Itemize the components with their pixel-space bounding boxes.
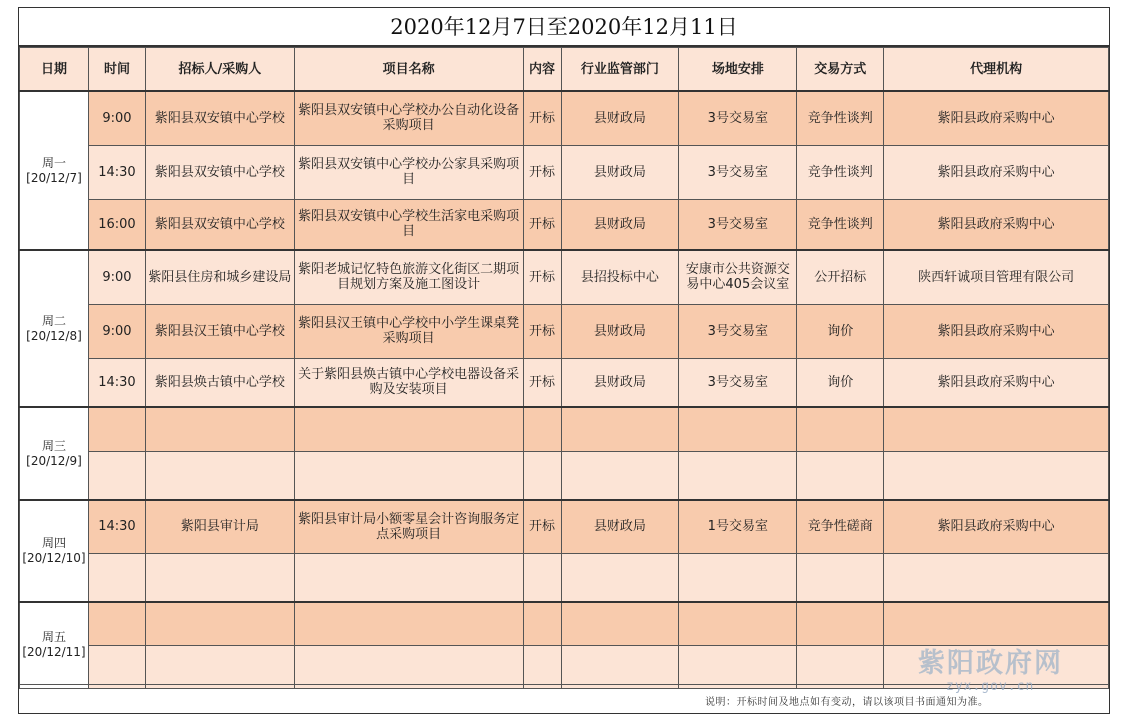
time-cell	[88, 451, 145, 500]
agent-cell: 陕西轩诚项目管理有限公司	[884, 250, 1109, 304]
method-cell: 竞争性磋商	[797, 500, 884, 553]
agent-cell: 紫阳县政府采购中心	[884, 304, 1109, 358]
method-cell	[797, 645, 884, 688]
table-row	[20, 451, 1109, 500]
content-cell	[523, 602, 561, 645]
header-buyer: 招标人/采购人	[145, 48, 294, 92]
dept-cell	[561, 407, 679, 451]
content-cell	[523, 407, 561, 451]
day-date: [20/12/9]	[26, 453, 82, 468]
schedule-sheet	[18, 7, 1110, 714]
time-cell	[88, 553, 145, 602]
table-row	[20, 553, 1109, 602]
day-date: [20/12/11]	[22, 645, 86, 660]
agent-cell: 紫阳县政府采购中心	[884, 358, 1109, 407]
footnote: 说明：开标时间及地点如有变动，请以该项目书面通知为准。	[705, 697, 989, 708]
day-cell	[20, 500, 89, 602]
buyer-cell: 紫阳县双安镇中心学校	[145, 91, 294, 145]
time-cell: 14:30	[88, 358, 145, 407]
time-cell: 9:00	[88, 91, 145, 145]
method-cell	[797, 407, 884, 451]
watermark-logo-text: 紫阳政府网	[918, 648, 1063, 679]
venue-cell	[679, 602, 797, 645]
header-content: 内容	[523, 48, 561, 92]
time-cell: 14:30	[88, 500, 145, 553]
day-date: [20/12/8]	[26, 328, 82, 343]
content-cell: 开标	[523, 145, 561, 199]
venue-cell: 3号交易室	[679, 91, 797, 145]
content-cell: 开标	[523, 500, 561, 553]
buyer-cell	[145, 645, 294, 688]
method-cell: 竞争性谈判	[797, 91, 884, 145]
day-cell	[20, 407, 89, 500]
venue-cell: 安康市公共资源交易中心405会议室	[679, 250, 797, 304]
day-cell	[20, 91, 89, 250]
schedule-table	[19, 47, 1109, 689]
day-cell	[20, 250, 89, 407]
venue-cell	[679, 407, 797, 451]
time-cell: 14:30	[88, 145, 145, 199]
time-cell	[88, 602, 145, 645]
method-cell: 竞争性谈判	[797, 199, 884, 250]
content-cell: 开标	[523, 304, 561, 358]
table-row	[20, 250, 1109, 304]
venue-cell: 3号交易室	[679, 199, 797, 250]
dept-cell: 县招投标中心	[561, 250, 679, 304]
project-cell: 紫阳老城记忆特色旅游文化街区二期项目规划方案及施工图设计	[294, 250, 523, 304]
table-row	[20, 407, 1109, 451]
time-cell: 9:00	[88, 250, 145, 304]
dept-cell: 县财政局	[561, 199, 679, 250]
method-cell: 竞争性谈判	[797, 145, 884, 199]
table-row	[20, 145, 1109, 199]
dept-cell	[561, 553, 679, 602]
dept-cell: 县财政局	[561, 304, 679, 358]
venue-cell: 3号交易室	[679, 358, 797, 407]
content-cell	[523, 553, 561, 602]
content-cell: 开标	[523, 250, 561, 304]
day-name: 周四	[41, 536, 66, 550]
content-cell	[523, 645, 561, 688]
buyer-cell	[145, 407, 294, 451]
agent-cell	[884, 602, 1109, 645]
dept-cell	[561, 451, 679, 500]
venue-cell	[679, 451, 797, 500]
content-cell: 开标	[523, 358, 561, 407]
day-name: 周五	[41, 630, 66, 645]
method-cell: 询价	[797, 304, 884, 358]
project-cell	[294, 553, 523, 602]
buyer-cell: 紫阳县焕古镇中心学校	[145, 358, 294, 407]
agent-cell	[884, 451, 1109, 500]
content-cell: 开标	[523, 91, 561, 145]
header-project: 项目名称	[294, 48, 523, 92]
dept-cell: 县财政局	[561, 91, 679, 145]
project-cell	[294, 451, 523, 500]
table-row	[20, 304, 1109, 358]
table-row	[20, 358, 1109, 407]
dept-cell: 县财政局	[561, 500, 679, 553]
venue-cell	[679, 553, 797, 602]
header-row	[20, 48, 1109, 92]
day-name: 周一	[41, 155, 66, 170]
venue-cell: 3号交易室	[679, 304, 797, 358]
agent-cell: 紫阳县政府采购中心	[884, 199, 1109, 250]
buyer-cell: 紫阳县汉王镇中心学校	[145, 304, 294, 358]
content-cell: 开标	[523, 199, 561, 250]
dept-cell: 县财政局	[561, 358, 679, 407]
buyer-cell	[145, 602, 294, 645]
table-row	[20, 91, 1109, 145]
dept-cell	[561, 645, 679, 688]
header-venue: 场地安排	[679, 48, 797, 92]
buyer-cell	[145, 451, 294, 500]
venue-cell: 3号交易室	[679, 145, 797, 199]
method-cell: 询价	[797, 358, 884, 407]
project-cell	[294, 645, 523, 688]
table-row	[20, 602, 1109, 645]
time-cell: 16:00	[88, 199, 145, 250]
venue-cell: 1号交易室	[679, 500, 797, 553]
time-cell	[88, 645, 145, 688]
project-cell	[294, 407, 523, 451]
buyer-cell: 紫阳县住房和城乡建设局	[145, 250, 294, 304]
buyer-cell: 紫阳县审计局	[145, 500, 294, 553]
day-date: [20/12/7]	[26, 170, 82, 185]
buyer-cell	[145, 553, 294, 602]
header-time: 时间	[88, 48, 145, 92]
project-cell: 关于紫阳县焕古镇中心学校电器设备采购及安装项目	[294, 358, 523, 407]
method-cell	[797, 602, 884, 645]
venue-cell	[679, 645, 797, 688]
project-cell: 紫阳县双安镇中心学校办公家具采购项目	[294, 145, 523, 199]
agent-cell	[884, 407, 1109, 451]
buyer-cell: 紫阳县双安镇中心学校	[145, 145, 294, 199]
method-cell: 公开招标	[797, 250, 884, 304]
method-cell	[797, 451, 884, 500]
header-agent: 代理机构	[884, 48, 1109, 92]
day-cell	[20, 602, 89, 688]
project-cell	[294, 602, 523, 645]
day-date: [20/12/10]	[22, 551, 86, 565]
agent-cell: 紫阳县政府采购中心	[884, 500, 1109, 553]
dept-cell: 县财政局	[561, 145, 679, 199]
watermark-url: zyx.gov.cn	[946, 679, 1035, 694]
day-name: 周二	[41, 313, 66, 328]
content-cell	[523, 451, 561, 500]
project-cell: 紫阳县双安镇中心学校生活家电采购项目	[294, 199, 523, 250]
method-cell	[797, 553, 884, 602]
project-cell: 紫阳县双安镇中心学校办公自动化设备采购项目	[294, 91, 523, 145]
time-cell: 9:00	[88, 304, 145, 358]
agent-cell: 紫阳县政府采购中心	[884, 145, 1109, 199]
dept-cell	[561, 602, 679, 645]
table-row	[20, 500, 1109, 553]
agent-cell: 紫阳县政府采购中心	[884, 91, 1109, 145]
project-cell: 紫阳县汉王镇中心学校中小学生课桌凳采购项目	[294, 304, 523, 358]
time-cell	[88, 407, 145, 451]
page-title: 2020年12月7日至2020年12月11日	[19, 8, 1109, 47]
buyer-cell: 紫阳县双安镇中心学校	[145, 199, 294, 250]
day-name: 周三	[41, 438, 66, 453]
header-method: 交易方式	[797, 48, 884, 92]
table-row	[20, 199, 1109, 250]
header-date: 日期	[20, 48, 89, 92]
project-cell: 紫阳县审计局小额零星会计咨询服务定点采购项目	[294, 500, 523, 553]
agent-cell	[884, 553, 1109, 602]
header-dept: 行业监管部门	[561, 48, 679, 92]
